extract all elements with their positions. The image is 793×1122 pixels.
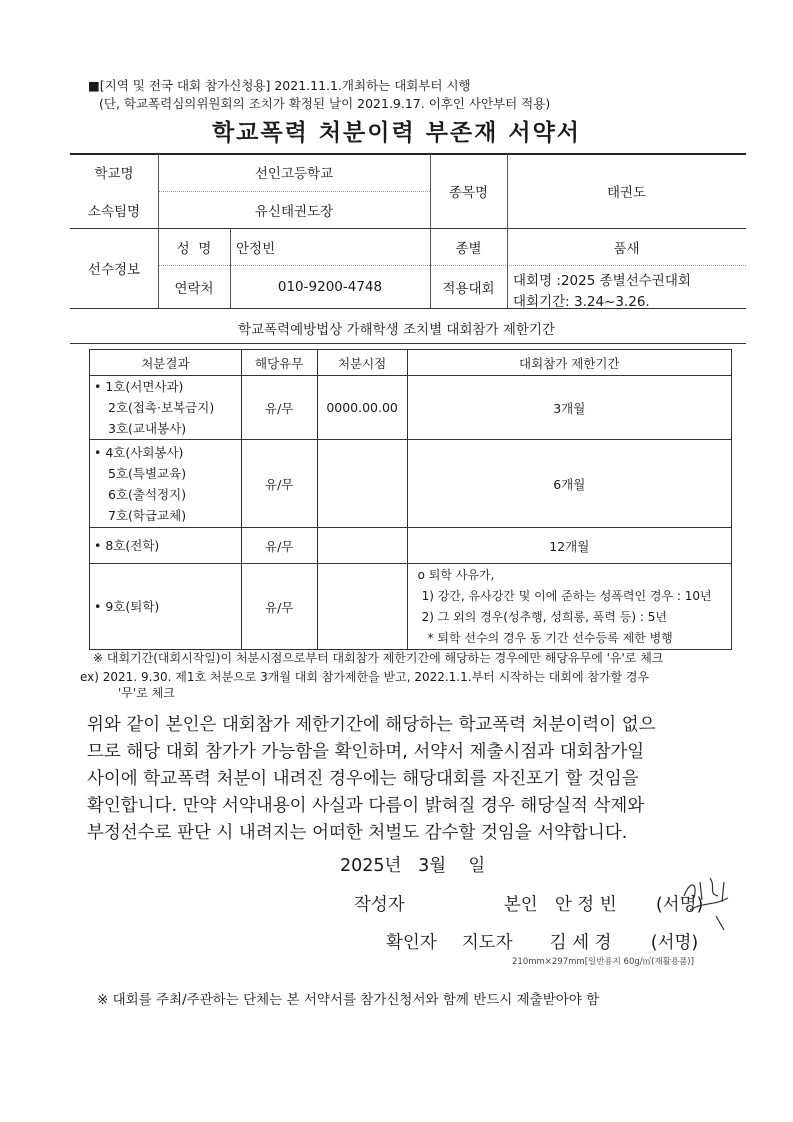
pledge-line: 사이에 학교폭력 처분이 내려진 경우에는 해당대회를 자진포기 할 것임을: [87, 769, 639, 789]
footnote-1: ※ 대회기간(대회시작일)이 처분시점으로부터 대회참가 제한기간에 해당하는 경우에만 해당유무에 '유'로 체크: [93, 651, 664, 665]
team-label: 소속팀명: [87, 203, 141, 220]
name-value: 안정빈: [236, 240, 276, 257]
competition-label: 적용대회: [442, 280, 495, 297]
confirmer-signature-row: [386, 929, 698, 954]
school-value: 선인고등학교: [254, 166, 334, 182]
list-item: • 1호(서면사과): [94, 379, 184, 394]
applies-cell[interactable]: 유/무: [241, 528, 317, 564]
confirmer-sign-box[interactable]: (서명): [650, 933, 699, 953]
writer-signature-row: [354, 891, 703, 916]
event-label: 종별: [455, 240, 482, 257]
limit-line: 1) 강간, 유사강간 및 이에 준하는 성폭력인 경우 : 10년: [421, 588, 712, 603]
writer-sign-box[interactable]: (서명): [655, 895, 704, 915]
limit-line: 2) 그 외의 경우(성추행, 성희롱, 폭력 등) : 5년: [421, 609, 667, 624]
list-item: 3호(교내봉사): [108, 421, 187, 436]
pledge-line: 므로 해당 대회 참가가 가능함을 확인하며, 서약서 제출시점과 대회참가일: [87, 742, 645, 762]
pledge-line: 부정선수로 판단 시 내려지는 어떠한 처벌도 감수할 것임을 서약합니다.: [87, 823, 628, 843]
col-header-date: 처분시점: [317, 350, 407, 376]
handwritten-signature-image: [672, 872, 742, 942]
contact-label: 연락처: [174, 280, 214, 297]
date-cell[interactable]: 0000.00.00: [317, 376, 407, 440]
footnote-2: ex) 2021. 9.30. 제1호 처분으로 3개월 대회 참가제한을 받고, 2022.1.1.부터 시작하는 대회에 참가할 경우: [80, 670, 650, 684]
name-label: 성 명: [176, 240, 212, 257]
competition-period: 대회기간: 3.24~3.26.: [513, 294, 650, 310]
date-line: 2025년 3월 일: [340, 856, 486, 876]
date-cell[interactable]: [317, 564, 407, 650]
limit-line: * 퇴학 선수의 경우 동 기간 선수등록 제한 병행: [427, 630, 673, 645]
team-value: 유신태권도장: [254, 203, 334, 220]
confirmer-label: 확인자: [386, 933, 437, 953]
applies-cell[interactable]: 유/무: [241, 376, 317, 440]
limit-cell: 3개월: [407, 376, 731, 440]
contact-value: 010-9200-4748: [277, 278, 383, 295]
penalty-items: [90, 564, 242, 650]
list-item: • 9호(퇴학): [94, 599, 160, 614]
col-header-applies: 해당유무: [241, 350, 317, 376]
header-line-1: ■[지역 및 전국 대회 참가신청용] 2021.11.1.개최하는 대회부터 시행: [88, 78, 471, 93]
list-item: 7호(학급교체): [108, 507, 187, 523]
table-row: [90, 528, 732, 564]
pledge-line: 확인합니다. 만약 서약내용이 사실과 다름이 밝혀질 경우 해당실적 삭제와: [87, 796, 645, 816]
limit-cell: 6개월: [407, 440, 731, 528]
event-value: 품새: [613, 240, 640, 257]
penalty-items: [90, 528, 242, 564]
applies-cell[interactable]: 유/무: [241, 440, 317, 528]
footnote-3: '무'로 체크: [118, 686, 175, 700]
list-item: 6호(출석정지): [108, 486, 187, 502]
penalty-table: [89, 349, 732, 650]
table-row: [90, 440, 732, 528]
limit-line: o 퇴학 사유가,: [417, 567, 495, 582]
col-header-limit: 대회참가 제한기간: [407, 350, 731, 376]
penalty-subtitle: 학교폭력예방법상 가해학생 조치별 대회참가 제한기간: [237, 322, 556, 338]
list-item: • 8호(전학): [94, 538, 160, 553]
header-line-2: (단, 학교폭력심의위원회의 조치가 확정된 날이 2021.9.17. 이후인 사안부터 적용): [99, 96, 551, 111]
list-item: 2호(접촉·보복금지): [108, 400, 215, 415]
table-row: [90, 376, 732, 440]
writer-role: 본인: [503, 895, 538, 915]
limit-cell: 12개월: [407, 528, 731, 564]
table-header-row: [90, 350, 732, 376]
confirmer-name: 김 세 경: [549, 933, 612, 953]
penalty-items: [90, 440, 242, 528]
pledge-line: 위와 같이 본인은 대회참가 제한기간에 해당하는 학교폭력 처분이력이 없으: [87, 715, 656, 735]
sport-value: 태권도: [606, 184, 647, 201]
bottom-note: ※ 대회를 주최/주관하는 단체는 본 서약서를 참가신청서와 함께 반드시 제출받아야 함: [97, 992, 600, 1008]
penalty-items: [90, 376, 242, 440]
paper-spec-note: 210mm×297mm[일반용지 60g/㎡(재활용품)]: [512, 957, 694, 967]
expulsion-limit-note: [407, 564, 731, 650]
document-title: 학교폭력 처분이력 부존재 서약서: [211, 120, 582, 146]
table-row: [90, 564, 732, 650]
confirmer-role: 지도자: [461, 933, 513, 953]
list-item: • 4호(사회봉사): [94, 444, 184, 460]
list-item: 5호(특별교육): [108, 465, 187, 481]
col-header-result: 처분결과: [90, 350, 242, 376]
competition-name: 대회명 :2025 종별선수권대회: [513, 273, 691, 289]
school-label: 학교명: [94, 166, 134, 182]
pledge-text: [87, 712, 727, 847]
writer-label: 작성자: [354, 895, 405, 915]
date-cell[interactable]: [317, 440, 407, 528]
player-info-label: 선수정보: [87, 262, 141, 278]
sport-label: 종목명: [448, 184, 489, 201]
date-cell[interactable]: [317, 528, 407, 564]
applies-cell[interactable]: 유/무: [241, 564, 317, 650]
writer-name: 안 정 빈: [554, 895, 617, 915]
